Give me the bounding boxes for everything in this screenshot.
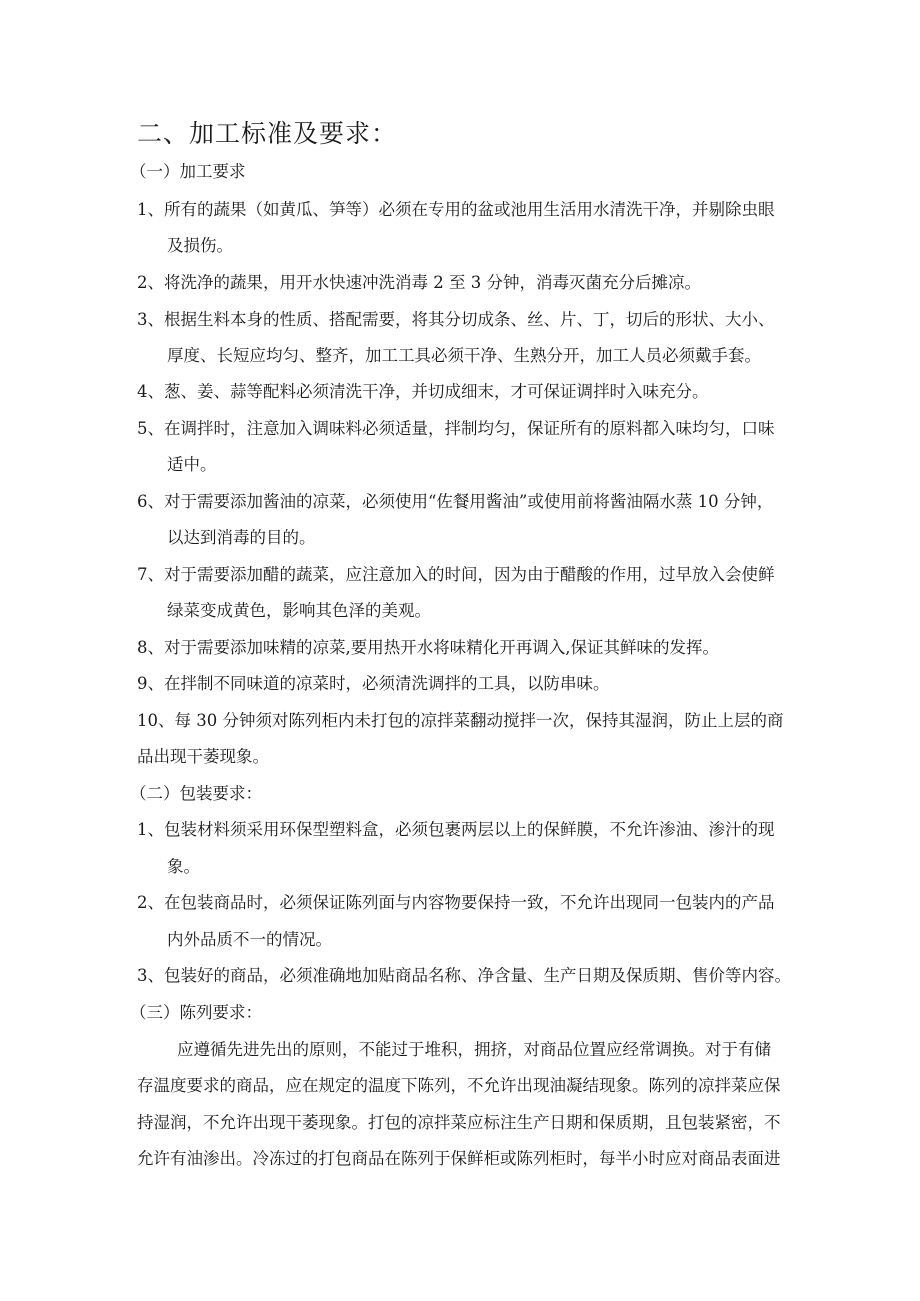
display-paragraph-line-3: 持湿润，不允许出现干萎现象。打包的凉拌菜应标注生产日期和保质期，且包装紧密，不 bbox=[137, 1113, 781, 1132]
display-paragraph-line-1: 应遵循先进先出的原则，不能过于堆积，拥挤，对商品位置应经常调换。对于有储 bbox=[177, 1040, 771, 1059]
processing-item-7-line-2: 绿菜变成黄色，影响其色泽的美观。 bbox=[167, 601, 431, 620]
processing-item-9-line-1: 9、在拌制不同味道的凉菜时，必须清洗调拌的工具，以防串味。 bbox=[137, 674, 610, 693]
processing-item-6-line-1: 6、对于需要添加酱油的凉菜，必须使用“佐餐用酱油”或使用前将酱油隔水蒸 10 分钟， bbox=[137, 492, 774, 511]
packaging-item-2-line-2: 内外品质不一的情况。 bbox=[167, 930, 332, 949]
processing-item-3-line-1: 3、根据生料本身的性质、搭配需要，将其分切成条、丝、片、丁，切后的形状、大小、 bbox=[137, 310, 775, 329]
packaging-item-1-line-1: 1、包装材料须采用环保型塑料盒，必须包裹两层以上的保鲜膜，不允许渗油、渗汁的现 bbox=[137, 820, 775, 839]
processing-item-3-line-2: 厚度、长短应均匀、整齐，加工工具必须干净、生熟分开，加工人员必须戴手套。 bbox=[167, 346, 761, 365]
processing-item-7-line-1: 7、对于需要添加醋的蔬菜，应注意加入的时间，因为由于醋酸的作用，过早放入会使鲜 bbox=[137, 565, 775, 584]
processing-item-1-line-1: 1、所有的蔬果（如黄瓜、笋等）必须在专用的盆或池用生活用水清洗干净，并剔除虫眼 bbox=[137, 200, 775, 219]
processing-item-10-line-1: 10、每 30 分钟须对陈列柜内未打包的凉拌菜翻动搅拌一次，保持其湿润，防止上层的商 bbox=[137, 711, 784, 730]
subsection-title-packaging: （二）包装要求： bbox=[130, 784, 262, 803]
subsection-title-display: （三）陈列要求： bbox=[130, 1003, 262, 1022]
display-paragraph-line-4: 允许有油渗出。冷冻过的打包商品在陈列于保鲜柜或陈列柜时，每半小时应对商品表面进 bbox=[137, 1149, 781, 1168]
packaging-item-1-line-2: 象。 bbox=[167, 857, 200, 876]
processing-item-1-line-2: 及损伤。 bbox=[167, 236, 233, 255]
packaging-item-2-line-1: 2、在包装商品时，必须保证陈列面与内容物要保持一致，不允许出现同一包装内的产品 bbox=[137, 893, 775, 912]
packaging-item-3-line-1: 3、包装好的商品，必须准确地加贴商品名称、净含量、生产日期及保质期、售价等内容。 bbox=[137, 966, 791, 985]
processing-item-4-line-1: 4、葱、姜、蒜等配料必须清洗干净，并切成细末，才可保证调拌时入味充分。 bbox=[137, 382, 709, 401]
processing-item-2-line-1: 2、将洗净的蔬果，用开水快速冲洗消毒 2 至 3 分钟，消毒灭菌充分后摊凉。 bbox=[137, 273, 701, 292]
display-paragraph-line-2: 存温度要求的商品，应在规定的温度下陈列，不允许出现油凝结现象。陈列的凉拌菜应保 bbox=[137, 1076, 781, 1095]
processing-item-5-line-2: 适中。 bbox=[167, 455, 217, 474]
processing-item-8-line-1: 8、对于需要添加味精的凉菜,要用热开水将味精化开再调入,保证其鲜味的发挥。 bbox=[137, 638, 719, 657]
processing-item-5-line-1: 5、在调拌时，注意加入调味料必须适量，拌制均匀，保证所有的原料都入味均匀，口味 bbox=[137, 419, 775, 438]
processing-item-6-line-2: 以达到消毒的目的。 bbox=[167, 528, 316, 547]
section-heading: 二、加工标准及要求： bbox=[137, 119, 398, 148]
subsection-title-processing: （一）加工要求 bbox=[130, 162, 246, 181]
processing-item-10-line-2: 品出现干萎现象。 bbox=[137, 747, 269, 766]
